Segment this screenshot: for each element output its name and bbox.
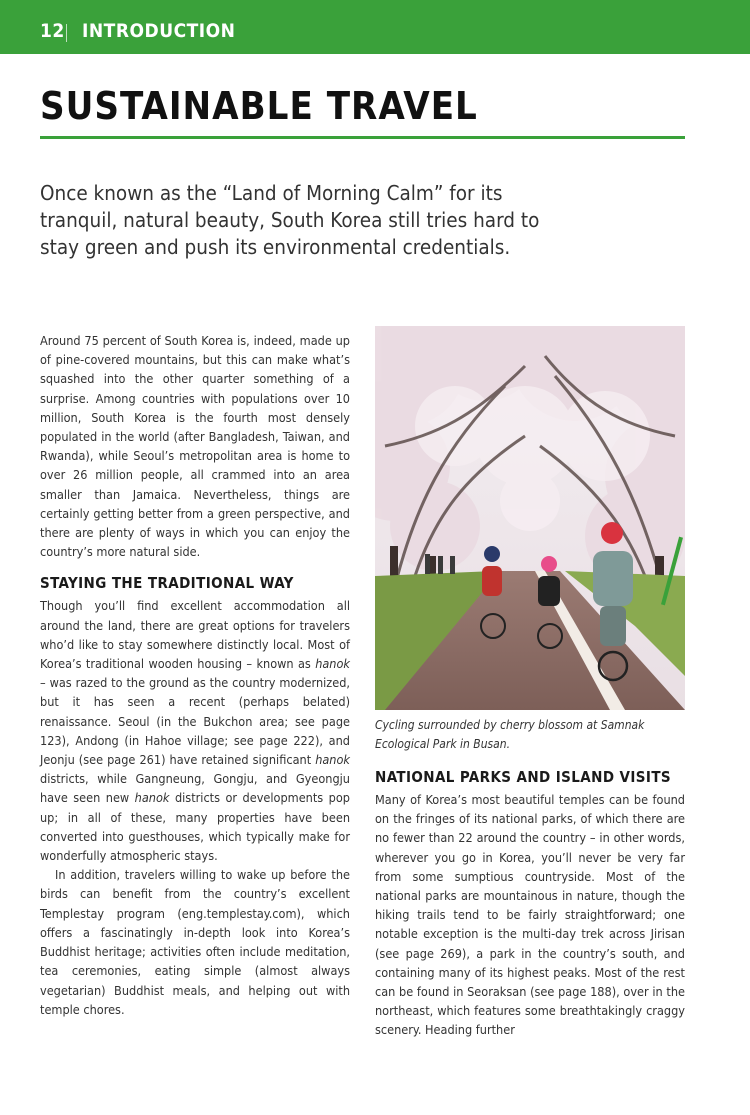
heading-traditional-stay: STAYING THE TRADITIONAL WAY [40,574,294,593]
section-title: INTRODUCTION [82,20,236,42]
text-span: Though you’ll find excellent accommodation all around the land, there are great options for travelers who’d like to stay somewhere distinctly local. Most of Korea’s traditional wooden housing – known as [40,598,350,672]
right-column [375,768,685,1040]
text-span: – was razed to the ground as the country modernized, but it has seen a recent (perhaps belated) renaissance. Seoul (in the Bukchon area; see page 123), Andong (in Hahoe village; see page 222), and Jeonju (see page 261) have retained significant [40,675,350,768]
body-paragraph-4: Many of Korea’s most beautiful temples can be found on the fringes of its national parks, of which there are no fewer than 22 around the country – in other words, wherever you go in Korea, you’ll never be very far from some sumptious countryside. Most of the national parks are mountainous in nature, though the hiking trails tend to be fairly straightforward; one notable exception is the multi-day trek across Jirisan (see page 269), a park in the country’s south, and containing many of its highest peaks. Most of the rest can be found in Seoraksan (see page 188), over in the northeast, which features some breathtakingly craggy scenery. Heading further [375,792,685,1038]
text-span: districts, while Gangneung, Gongju, and Gyeongju have seen new [40,771,350,806]
title-rule [40,136,685,139]
cherry-blossom-cycling-photo [375,326,685,710]
text-span: districts or developments pop up; in all of these, many properties have been converted into guesthouses, which typically make for wonderfully atmospheric stays. [40,790,350,864]
header-divider [66,24,67,42]
body-paragraph-3: In addition, travelers willing to wake up before the birds can benefit from the country’s excellent Templestay program (eng.templestay.com), which offers a fascinatingly in-depth look into Korea’s Buddhist heritage; activities often include meditation, tea ceremonies, eating simple (almost always vegetarian) Buddhist meals, and helping out with temple chores. [40,867,350,1017]
page-title: SUSTAINABLE TRAVEL [40,84,478,128]
italic-term: hanok [315,752,350,768]
body-paragraph-1: Around 75 percent of South Korea is, indeed, made up of pine-covered mountains, but this can make what’s squashed into the other quarter something of a surprise. Among countries with populations over 10 million, South Korea is the fourth most densely populated in the world (after Bangladesh, Taiwan, and Rwanda), while Seoul’s metropolitan area is home to over 26 million people, all crammed into an area smaller than Jamaica. Nevertheless, things are certainly getting better from a green perspective, and there are plenty of ways in which you can enjoy the country’s more natural side. [40,333,350,560]
intro-paragraph: Once known as the “Land of Morning Calm” for its tranquil, natural beauty, South Korea still tries hard to stay green and push its environmental credentials. [40,181,540,259]
left-column [40,331,350,1019]
heading-national-parks: NATIONAL PARKS AND ISLAND VISITS [375,768,672,786]
italic-term: hanok [315,656,350,672]
photo-caption: Cycling surrounded by cherry blossom at Samnak Ecological Park in Busan. [375,718,645,751]
body-paragraph-2 [40,596,350,865]
photo-illustration [375,326,685,710]
italic-term: hanok [134,790,170,806]
page-number: 12 [40,20,65,42]
header-bar [0,0,750,54]
